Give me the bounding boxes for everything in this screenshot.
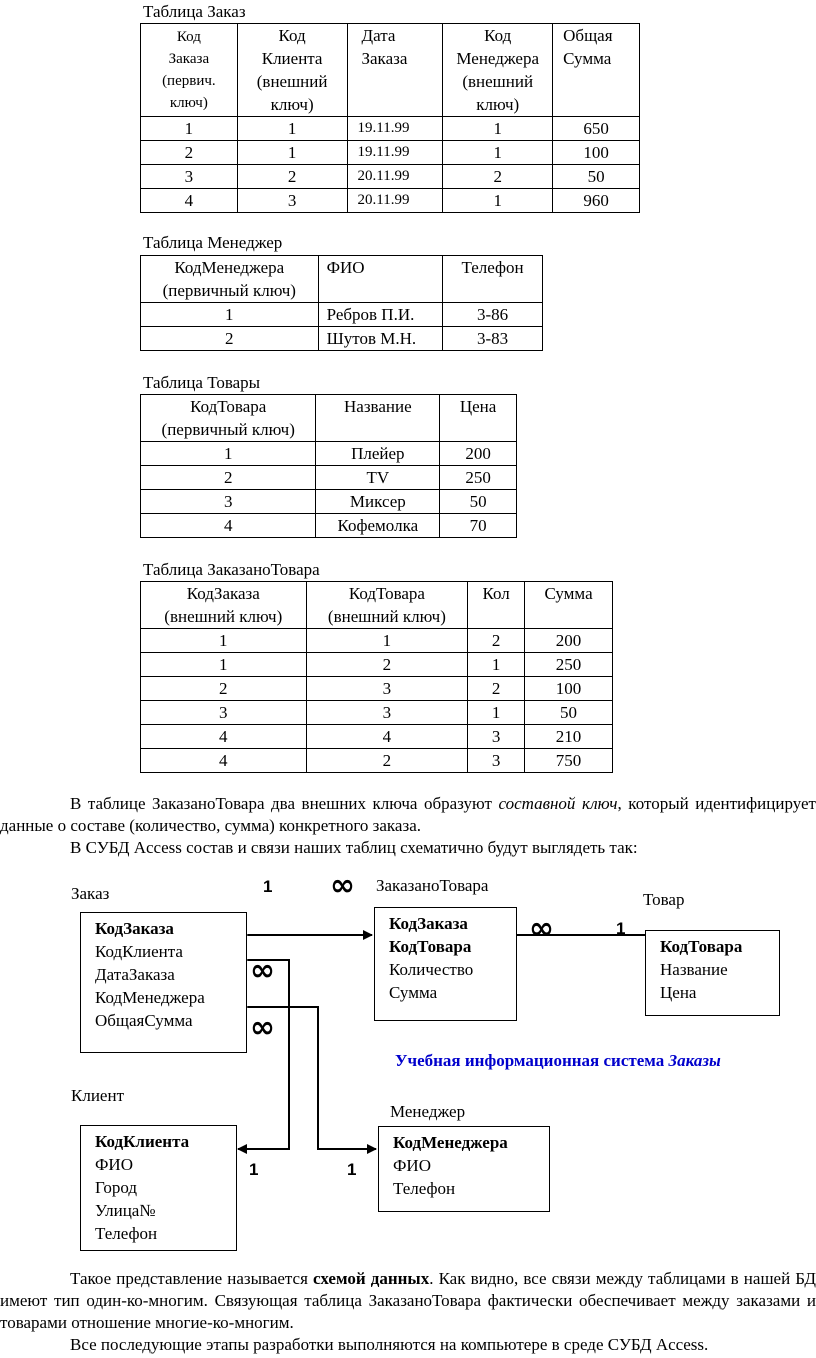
manager-field: КодМенеджера [393, 1133, 508, 1152]
table-row [141, 677, 613, 701]
order-field: КодЗаказа [95, 919, 174, 938]
goods-header-cell: Цена [440, 395, 517, 442]
table-cell: 70 [440, 514, 517, 538]
goods-entity-box [645, 930, 780, 1016]
client-field: Телефон [95, 1224, 158, 1243]
table-cell: 1 [237, 141, 347, 165]
table-cell: 2 [468, 677, 525, 701]
table-cell: 4 [141, 749, 307, 773]
client-entity-box [80, 1125, 237, 1251]
managers-header-row [141, 256, 543, 303]
goods-header-cell: Название [316, 395, 440, 442]
table-cell: 3-83 [443, 327, 543, 351]
cardinality-one: 1 [249, 1160, 259, 1179]
cardinality-many: ∞ [330, 868, 355, 903]
table-cell: 4 [306, 725, 468, 749]
table-cell: 200 [440, 442, 517, 466]
table-cell: 2 [306, 653, 468, 677]
table-cell: 4 [141, 189, 238, 213]
table-cell: 50 [553, 165, 640, 189]
ordered-field: КодТовара [389, 937, 472, 956]
table-cell: 2 [141, 677, 307, 701]
client-field: ФИО [95, 1155, 133, 1174]
table-cell: 2 [141, 141, 238, 165]
table-cell: 3 [468, 749, 525, 773]
table-cell: 3 [141, 701, 307, 725]
orders-header-cell: Общая Сумма [553, 24, 640, 117]
table-cell: 20.11.99 [347, 189, 443, 213]
orders-header-row [141, 24, 640, 117]
table-row [141, 327, 543, 351]
goods-caption: Таблица Товары [143, 373, 261, 392]
table-cell: 3-86 [443, 303, 543, 327]
client-field: Улица№ [95, 1201, 156, 1220]
table-cell: 650 [553, 117, 640, 141]
table-row [141, 466, 517, 490]
ordered-table [140, 581, 613, 773]
table-cell: 100 [553, 141, 640, 165]
table-cell: 20.11.99 [347, 165, 443, 189]
orders-caption: Таблица Заказ [143, 2, 246, 21]
table-cell: Кофемолка [316, 514, 440, 538]
table-cell: 1 [141, 629, 307, 653]
orders-header-cell: Код Клиента (внешний ключ) [237, 24, 347, 117]
table-cell: 1 [237, 117, 347, 141]
table-cell: Ребров П.И. [318, 303, 443, 327]
table-cell: 960 [553, 189, 640, 213]
ordered-header-row [141, 582, 613, 629]
table-cell: 4 [141, 514, 316, 538]
ordered-header-cell: КодЗаказа (внешний ключ) [141, 582, 307, 629]
goods-field: КодТовара [660, 937, 743, 956]
table-cell: 50 [440, 490, 517, 514]
table-cell: 19.11.99 [347, 117, 443, 141]
table-cell: 4 [141, 725, 307, 749]
order-field: ОбщаяСумма [95, 1011, 193, 1030]
table-cell: Миксер [316, 490, 440, 514]
manager-box-label: Менеджер [390, 1102, 466, 1121]
table-row [141, 514, 517, 538]
table-cell: 1 [141, 117, 238, 141]
ordered-field: Количество [389, 960, 474, 979]
paragraph-intro-schema: В СУБД Access состав и связи наших таблиц схематично будут выглядеть так: [70, 838, 638, 857]
ordered-field: КодЗаказа [389, 914, 468, 933]
table-cell: 3 [237, 189, 347, 213]
table-cell: 200 [525, 629, 613, 653]
paragraph-schema-explanation: Такое представление называется схемой данных. Как видно, все связи между таблицами в нашей БД имеют тип один-ко-многим. Связующая таблица ЗаказаноТовара фактически обеспечивает между заказами и товарами отношение многие-ко-многим. [0, 1269, 816, 1332]
table-cell: 1 [443, 189, 553, 213]
managers-header-cell: КодМенеджера (первичный ключ) [141, 256, 319, 303]
table-cell: 210 [525, 725, 613, 749]
order-box-label: Заказ [71, 884, 110, 903]
table-row [141, 165, 640, 189]
table-cell: 2 [443, 165, 553, 189]
schema-caption: Учебная информационная система Заказы [395, 1051, 721, 1070]
paragraph-composite-key: В таблице ЗаказаноТовара два внешних ключа образуют составной ключ, который идентифицирует данные о составе (количество, сумма) конкретного заказа. [0, 794, 816, 835]
table-row [141, 442, 517, 466]
table-row [141, 189, 640, 213]
orders-header-cell: Дата Заказа [347, 24, 443, 117]
table-cell: 1 [468, 701, 525, 725]
order-field: КодМенеджера [95, 988, 205, 1007]
goods-header-cell: КодТовара (первичный ключ) [141, 395, 316, 442]
table-cell: Плейер [316, 442, 440, 466]
ordered-header-cell: Кол [468, 582, 525, 629]
table-row [141, 749, 613, 773]
ordered-field: Сумма [389, 983, 438, 1002]
manager-entity-box [378, 1126, 550, 1212]
table-cell: 2 [141, 327, 319, 351]
table-cell: 1 [306, 629, 468, 653]
table-cell: 19.11.99 [347, 141, 443, 165]
orders-header-cell: Код Менеджера (внешний ключ) [443, 24, 553, 117]
order-field: КодКлиента [95, 942, 183, 961]
goods-field: Название [660, 960, 728, 979]
table-row [141, 701, 613, 725]
table-row [141, 117, 640, 141]
table-cell: 3 [468, 725, 525, 749]
table-cell: 750 [525, 749, 613, 773]
table-cell: 3 [306, 701, 468, 725]
ordered-box-label: ЗаказаноТовара [376, 876, 489, 895]
client-field: Город [95, 1178, 137, 1197]
table-row [141, 141, 640, 165]
table-cell: 1 [468, 653, 525, 677]
table-cell: 1 [443, 117, 553, 141]
table-cell: 1 [141, 442, 316, 466]
ordered-entity-box [374, 907, 517, 1021]
table-cell: 3 [306, 677, 468, 701]
table-cell: 2 [141, 466, 316, 490]
table-row [141, 725, 613, 749]
manager-field: ФИО [393, 1156, 431, 1175]
table-cell: 50 [525, 701, 613, 725]
orders-header-cell: Код Заказа (первич. ключ) [141, 24, 238, 117]
table-cell: TV [316, 466, 440, 490]
table-cell: 3 [141, 165, 238, 189]
orders-table [140, 23, 640, 213]
table-row [141, 490, 517, 514]
table-cell: 1 [141, 303, 319, 327]
cardinality-one: 1 [347, 1160, 357, 1179]
ordered-header-cell: Сумма [525, 582, 613, 629]
cardinality-many: ∞ [250, 953, 275, 988]
client-box-label: Клиент [71, 1086, 124, 1105]
ordered-header-cell: КодТовара (внешний ключ) [306, 582, 468, 629]
managers-caption: Таблица Менеджер [143, 233, 283, 252]
table-cell: 250 [440, 466, 517, 490]
cardinality-one: 1 [263, 877, 273, 896]
paragraph-next-steps: Все последующие этапы разработки выполняются на компьютере в среде СУБД Access. [70, 1335, 709, 1354]
manager-field: Телефон [393, 1179, 456, 1198]
goods-field: Цена [660, 983, 697, 1002]
ordered-caption: Таблица ЗаказаноТовара [143, 560, 320, 579]
table-row [141, 303, 543, 327]
order-field: ДатаЗаказа [95, 965, 175, 984]
order-entity-box [80, 912, 247, 1053]
managers-header-cell: Телефон [443, 256, 543, 303]
client-field: КодКлиента [95, 1132, 190, 1151]
table-cell: 2 [468, 629, 525, 653]
table-cell: 100 [525, 677, 613, 701]
goods-table [140, 394, 517, 538]
table-row [141, 629, 613, 653]
table-cell: Шутов М.Н. [318, 327, 443, 351]
table-cell: 1 [443, 141, 553, 165]
cardinality-one: 1 [616, 919, 626, 938]
table-row [141, 653, 613, 677]
cardinality-many: ∞ [250, 1010, 275, 1045]
goods-box-label: Товар [643, 890, 685, 909]
cardinality-many: ∞ [529, 911, 554, 946]
table-cell: 2 [237, 165, 347, 189]
managers-table [140, 255, 543, 351]
table-cell: 1 [141, 653, 307, 677]
goods-header-row [141, 395, 517, 442]
table-cell: 250 [525, 653, 613, 677]
table-cell: 2 [306, 749, 468, 773]
managers-header-cell: ФИО [318, 256, 443, 303]
table-cell: 3 [141, 490, 316, 514]
